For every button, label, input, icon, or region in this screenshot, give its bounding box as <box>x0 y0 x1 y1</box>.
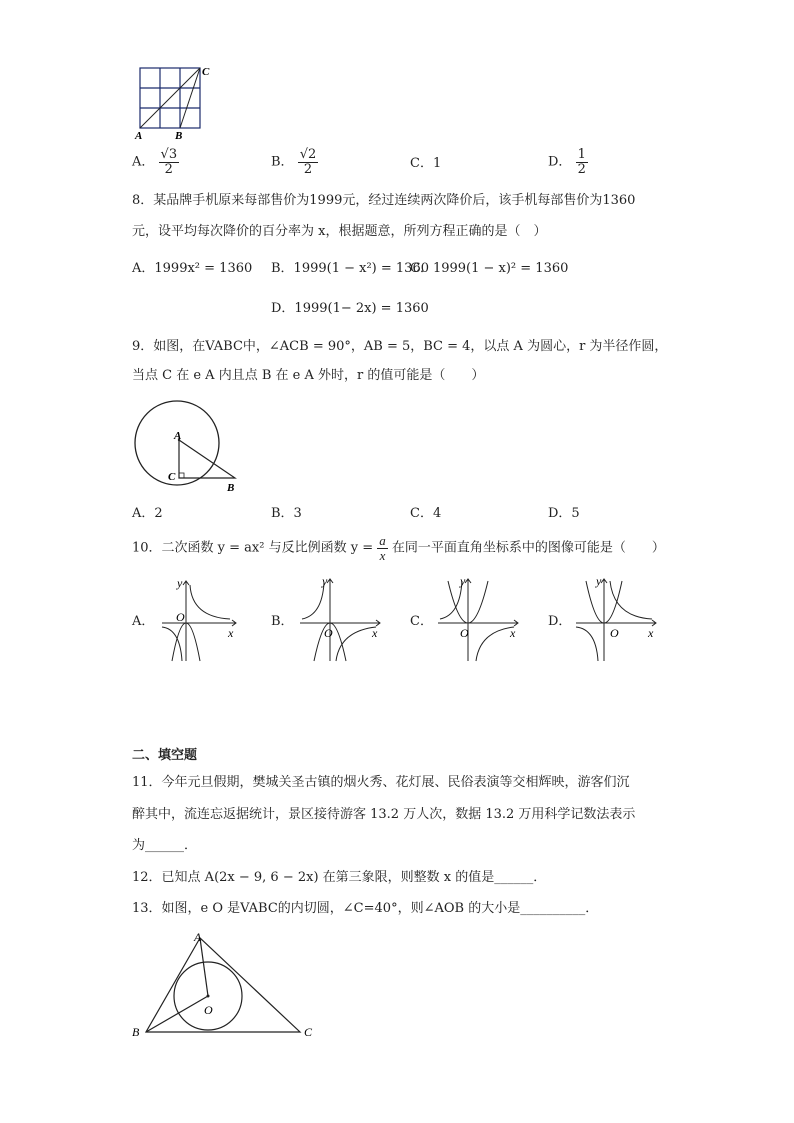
q10-graph-b <box>298 575 398 665</box>
q8-option-c[interactable]: C．1999(1 − x)² = 1360 <box>410 261 569 276</box>
q10-graph-a <box>160 575 250 665</box>
q7-option-c-letter: C． <box>410 156 433 171</box>
q11-line1: 11．今年元旦假期，樊城关圣古镇的烟火秀、花灯展、民俗表演等交相辉映，游客们沉 <box>132 775 630 790</box>
q10-graph-d-y: y <box>596 574 602 588</box>
q8-line1: 8．某品牌手机原来每部售价为1999元，经过连续两次降价后，该手机每部售价为1360 <box>132 193 636 208</box>
q10-graph-a-x: x <box>228 626 234 640</box>
q10-graph-d <box>574 575 674 665</box>
q10-stem-pre: 10．二次函数 y = ax² 与反比例函数 y = <box>132 540 374 556</box>
q7-grid-figure <box>132 62 222 142</box>
q9-line2: 当点 C 在 e A 内且点 B 在 e A 外时，r 的值可能是（ ） <box>132 368 485 383</box>
q7-label-b: B <box>175 130 183 142</box>
q13: 13．如图，e O 是VABC的内切圆，∠C=40°，则∠AOB 的大小是__________． <box>132 901 599 916</box>
q10-stem-post: 在同一平面直角坐标系中的图像可能是（ ） <box>391 540 665 556</box>
q10-graph-b-o: O <box>324 626 333 640</box>
q10-graph-c-x: x <box>510 626 516 640</box>
q10-frac-num: a <box>379 533 386 548</box>
q13-label-a: A <box>194 930 202 944</box>
q13-incircle-figure <box>130 928 330 1038</box>
q8-line2: 元，设平均每次降价的百分率为 x，根据题意，所列方程正确的是（ ） <box>132 224 547 239</box>
q13-label-o: O <box>204 1003 213 1017</box>
q9-circle-figure <box>132 398 252 498</box>
q10-option-d-letter[interactable]: D． <box>548 614 572 629</box>
q7-option-a-letter: A． <box>132 154 155 170</box>
q7-label-a: A <box>135 130 143 142</box>
q9-line1: 9．如图，在VABC中，∠ACB = 90°，AB = 5，BC = 4，以点 A 为圆心，r 为半径作圆， <box>132 339 668 354</box>
q9-option-a[interactable]: A．2 <box>132 506 163 521</box>
q10-graph-d-o: O <box>610 626 619 640</box>
q7-option-a-den: 2 <box>164 162 173 177</box>
q9-label-b: B <box>227 482 235 494</box>
q10-frac-den: x <box>379 548 386 563</box>
q9-option-b[interactable]: B．3 <box>271 506 302 521</box>
q7-option-c-text: 1 <box>432 156 442 171</box>
q12: 12．已知点 A(2x − 9, 6 − 2x) 在第三象限，则整数 x 的值是______． <box>132 870 547 885</box>
q11-line3: 为______． <box>132 838 198 853</box>
section2-title: 二、填空题 <box>132 748 198 763</box>
q10-graph-c-o: O <box>460 626 469 640</box>
q9-label-c: C <box>168 471 176 483</box>
q7-option-b-letter: B． <box>271 154 294 170</box>
q9-label-a: A <box>174 430 182 442</box>
q7-option-a-num: √3 <box>160 147 178 162</box>
q10-graph-a-y: y <box>177 576 183 590</box>
q10-graph-d-x: x <box>648 626 654 640</box>
q10-stem <box>132 534 665 563</box>
q9-option-c[interactable]: C．4 <box>410 506 442 521</box>
q8-option-d[interactable]: D．1999(1− 2x) = 1360 <box>271 301 429 316</box>
q7-option-c[interactable] <box>410 156 441 172</box>
q10-option-a-letter[interactable]: A． <box>132 614 155 629</box>
q9-option-d[interactable]: D．5 <box>548 506 580 521</box>
q8-option-b[interactable]: B．1999(1 − x²) = 1360 <box>271 261 429 276</box>
q10-graph-c-y: y <box>460 574 466 588</box>
q7-label-c: C <box>202 66 210 78</box>
q11-line2: 醉其中，流连忘返据统计，景区接待游客 13.2 万人次，数据 13.2 万用科学记数法表示 <box>132 807 636 822</box>
q7-option-d[interactable] <box>548 148 588 177</box>
q13-label-b: B <box>132 1025 140 1039</box>
q10-option-b-letter[interactable]: B． <box>271 614 294 629</box>
q10-graph-a-o: O <box>176 610 185 624</box>
q7-option-d-letter: D． <box>548 154 572 170</box>
q7-option-a[interactable] <box>132 148 179 177</box>
q8-option-a[interactable]: A．1999x² = 1360 <box>132 261 253 276</box>
q7-option-d-num: 1 <box>577 147 586 162</box>
q7-option-d-den: 2 <box>577 162 586 177</box>
q7-option-b[interactable] <box>271 148 318 177</box>
q7-option-b-num: √2 <box>299 147 317 162</box>
q10-option-c-letter[interactable]: C． <box>410 614 433 629</box>
q10-graph-b-x: x <box>372 626 378 640</box>
q7-option-b-den: 2 <box>303 162 313 177</box>
q13-label-c: C <box>304 1025 313 1039</box>
q10-graph-b-y: y <box>322 574 328 588</box>
q10-graph-c <box>436 575 536 665</box>
